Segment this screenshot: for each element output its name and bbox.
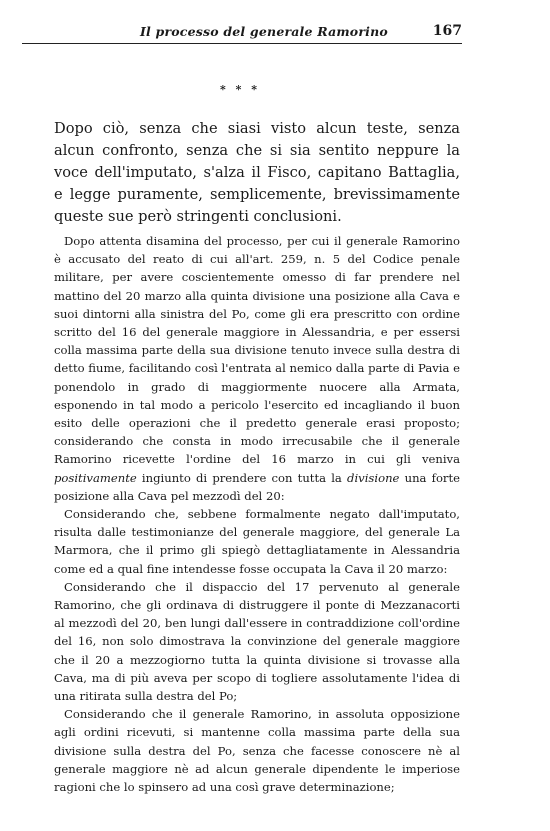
paragraph-1-text: Dopo attenta disamina del processo, per cui il generale Ramorino è accusato del reato di cui all'art. 259, n. 5 del Codice penale militare, per avere coscientemente omesso di far prendere nel mattino del 20 marzo alla quinta divisione una posizione alla Cava e suoi dintorni alla sinistra del Po, come gli era prescritto con ordine scritto del 16 del generale maggiore in Alessandria, e per essersi colla massima parte della sua divisione tenuto invece sulla destra di detto fiume, facilitando così l'entrata al nemico dalla parte di Pavia e ponendolo in grado di maggiormente nuocere alla Armata, esponendo in tal modo a pericolo l'esercito ed incagliando il buon esito delle operazioni che il predetto generale erasi proposto; considerando che consta in modo irrecusabile che il generale Ramorino ricevette l'ordine del 16 marzo in cui gli veniva <box>54 234 460 467</box>
paragraph-3: Considerando che il dispaccio del 17 pervenuto al generale Ramorino, che gli ordinava di distruggere il ponte di Mezzanacorti al mezzodì del 20, ben lungi dall'essere in contraddizione coll'ordine del 16, non solo dimostrava la convinzione del generale maggiore che il 20 a mezzogiorno tutta la quinta divisione si trovasse alla Cava, ma di più aveva per scopo di togliere assolutamente l'idea di una ritirata sulla destra del Po; <box>54 579 460 704</box>
paragraph-1-mid: ingiunto di prendere con tutta la <box>136 470 348 485</box>
page-number: 167 <box>432 23 462 39</box>
section-separator: * * * <box>220 83 260 96</box>
paragraph-1-end: una forte posizione alla Cava pel mezzodì del 20: <box>54 470 460 503</box>
emphasis-divisione: divisione <box>347 470 400 485</box>
intro-paragraph <box>54 118 460 228</box>
paragraph-4: Considerando che il generale Ramorino, in assoluta opposizione agli ordini ricevuti, si mantenne colla massima parte della sua divisione sulla destra del Po, senza che facesse conoscere nè al generale maggiore nè ad alcun generale dipendente le imperiose ragioni che lo spinsero ad una così grave determinazione; <box>54 707 460 795</box>
header-rule <box>22 43 462 44</box>
emphasis-positivamente: positivamente <box>54 470 137 485</box>
intro-text: Dopo ciò, senza che siasi visto alcun teste, senza alcun confronto, senza che si sia sentito neppure la voce dell'imputato, s'alza il Fisco, capitano Battaglia, e legge puramente, semplicemente, brevissimamente queste sue però stringenti conclusioni. <box>54 120 460 225</box>
page-header <box>22 24 462 44</box>
conclusions-text <box>54 232 460 796</box>
paragraph-2: Considerando che, sebbene formalmente negato dall'imputato, risulta dalle testimonianze del generale maggiore, del generale La Marmora, che il primo gli spiegò dettagliatamente in Alessandria come ed a qual fine intendesse fosse occupata la Cava il 20 marzo: <box>54 507 460 576</box>
paragraph-1 <box>54 232 460 505</box>
running-title: Il processo del generale Ramorino <box>140 24 388 39</box>
